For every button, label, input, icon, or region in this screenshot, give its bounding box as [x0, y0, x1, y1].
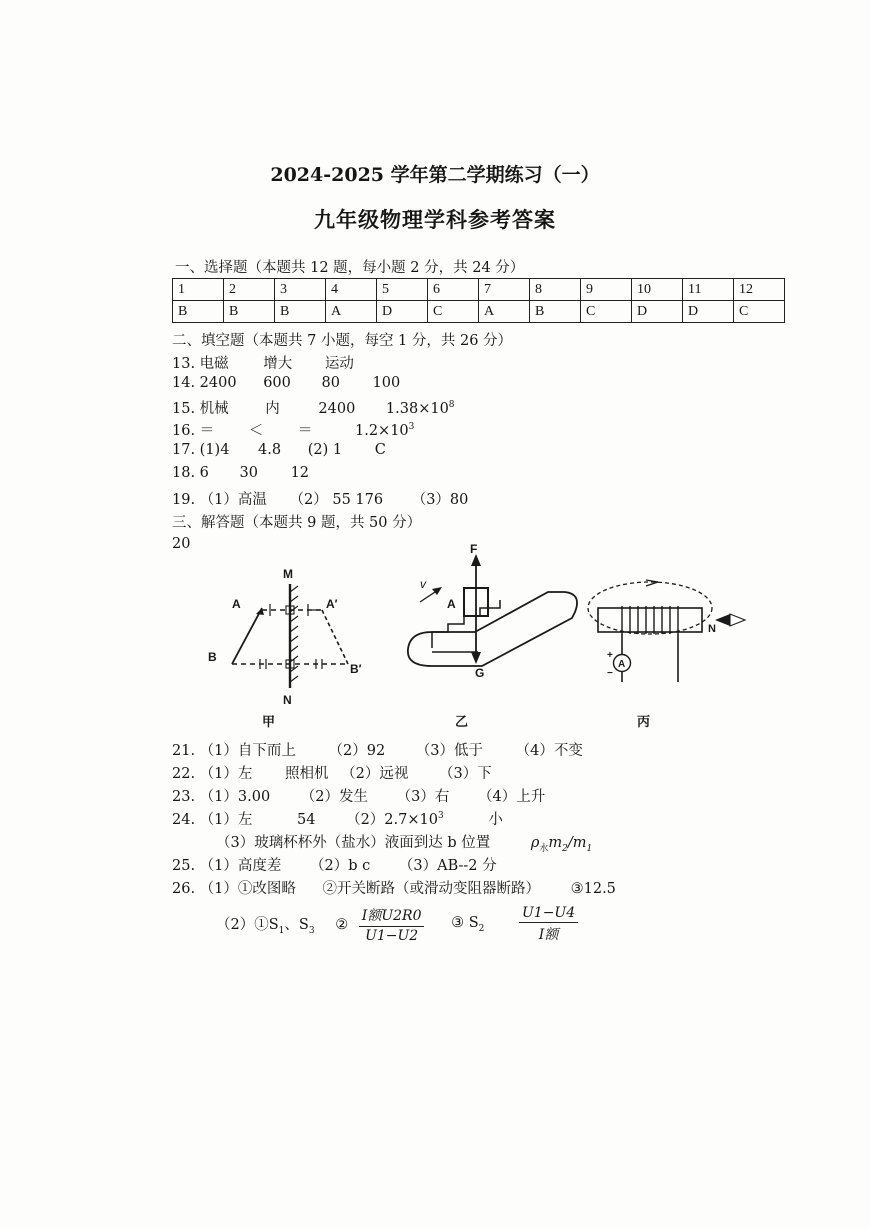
q20-diagrams [170, 540, 770, 740]
table-cell-number: 6 [428, 279, 479, 301]
q24-a3: $(2)2.7\times 10^3$ [346, 811, 444, 828]
arrow-G [471, 652, 481, 664]
object-AB [232, 608, 262, 664]
q19-a1: 19. （1）高温 [172, 492, 267, 508]
q17-line [172, 442, 386, 458]
table-row-numbers [173, 279, 785, 301]
diagram-bing [588, 580, 745, 682]
table-cell-answer: D [683, 301, 734, 323]
choice-answer-table [172, 278, 785, 323]
label-v: v [420, 577, 426, 591]
q23-line [172, 785, 545, 806]
label-G: G [475, 666, 485, 680]
q26b-fraction2 [519, 905, 578, 944]
label-F: F [470, 542, 478, 556]
caption-jia: 甲 [262, 715, 276, 730]
q23-a3: （3）右 [396, 789, 450, 805]
label-bing-N: N [708, 623, 716, 635]
q26b-fraction1 [359, 905, 425, 944]
table-cell-number: 12 [734, 279, 785, 301]
diagram-yi [408, 554, 577, 666]
q13-line [172, 352, 354, 373]
section3-heading: 三、解答题（本题共 9 题，共 50 分） [172, 515, 422, 531]
q26-a3: ③12.5 [570, 881, 616, 897]
label-M: M [283, 567, 293, 581]
compass-south [730, 614, 745, 626]
q22-a2: 照相机 [285, 766, 329, 782]
table-cell-number: 5 [377, 279, 428, 301]
q16-a4: $1.2\times 10^3$ [355, 422, 415, 439]
escalator-body [408, 592, 577, 666]
table-cell-number: 3 [275, 279, 326, 301]
q26-line [172, 877, 616, 898]
fraction2-denominator: I额 [538, 927, 559, 943]
q16-line [172, 419, 414, 440]
table-cell-answer: D [377, 301, 428, 323]
q26b-part1: $(2)①S_1$、$S_3$ [216, 917, 315, 936]
q17-a4: C [374, 442, 386, 458]
ammeter-A: A [618, 659, 626, 670]
q19-a2: （2） 55 176 [289, 492, 384, 508]
section2-heading: 二、填空题（本题共 7 小题，每空 1 分，共 26 分） [172, 333, 513, 349]
label-Aprime: A′ [326, 597, 338, 611]
q26-a2: ②开关断路（或滑动变阻器断路） [322, 881, 541, 897]
table-cell-number: 7 [479, 279, 530, 301]
q26b-line [216, 905, 578, 944]
label-N: N [283, 693, 292, 707]
q14-a2: 600 [263, 375, 291, 391]
q14-a1: 14. 2400 [172, 375, 237, 391]
page-subtitle: 九年级物理学科参考答案 [314, 207, 556, 232]
q25-a3: （3）AB--2 分 [398, 858, 497, 874]
q22-a4: （3）下 [438, 766, 492, 782]
caption-bing: 丙 [637, 715, 651, 730]
ammeter-plus: + [607, 650, 613, 661]
q25-line [172, 854, 497, 875]
q26b-circ2: ② [335, 916, 349, 933]
q15-a3: 2400 [318, 401, 356, 417]
q21-a4: （4）不变 [515, 743, 583, 759]
q24b-line [216, 831, 592, 854]
q15-line [172, 397, 455, 418]
q25-a2: （2）b c [310, 858, 371, 874]
q14-line [172, 375, 400, 391]
q21-a3: （3）低于 [415, 743, 484, 759]
table-cell-number: 9 [581, 279, 632, 301]
table-cell-answer: B [275, 301, 326, 323]
q21-line [172, 739, 583, 760]
q23-a2: （2）发生 [300, 789, 369, 805]
q15-a1: 15. 机械 [172, 401, 229, 417]
compass-north [715, 614, 730, 626]
q24-a2: 54 [297, 812, 316, 828]
q15-a2: 内 [265, 401, 280, 417]
page-title: 2024-2025 学年第二学期练习（一） [270, 164, 600, 186]
q24-line [172, 808, 503, 829]
q24-a1: 24. （1）左 [172, 812, 253, 828]
q23-a4: （4）上升 [477, 789, 546, 805]
q15-a4: $1.38\times 10^8$ [385, 400, 455, 417]
q22-a1: 22. （1）左 [172, 766, 253, 782]
image-AprimeBprime [322, 610, 348, 664]
q13-a3: 运动 [324, 356, 354, 372]
table-cell-answer: B [173, 301, 224, 323]
table-cell-answer: C [428, 301, 479, 323]
q17-a1: 17. (1)4 [172, 442, 230, 458]
q24b-text: （3）玻璃杯杯外（盐水）液面到达 b 位置 [216, 835, 491, 851]
caption-yi: 乙 [455, 715, 469, 730]
q23-a1: 23. （1）3.00 [172, 789, 271, 805]
q24b-formula: $\rho_水m_2/m_1$ [530, 835, 593, 854]
table-cell-answer: B [530, 301, 581, 323]
q18-a3: 12 [290, 465, 310, 481]
table-cell-answer: A [479, 301, 530, 323]
table-row-answers [173, 301, 785, 323]
fraction2-numerator: U1−U4 [519, 905, 578, 923]
q13-a1: 13. 电磁 [172, 356, 229, 372]
table-cell-answer: B [224, 301, 275, 323]
table-cell-answer: A [326, 301, 377, 323]
q19-a3: （3）80 [411, 492, 469, 508]
q17-a2: 4.8 [258, 442, 282, 458]
q14-a4: 100 [372, 375, 401, 391]
table-cell-number: 4 [326, 279, 377, 301]
q22-line [172, 762, 492, 783]
q25-a1: 25. （1）高度差 [172, 858, 282, 874]
q21-a1: 21. （1）自下而上 [172, 743, 296, 759]
q20-label: 20 [172, 536, 191, 552]
object-arrowhead [256, 608, 264, 615]
q22-a3: （2）远视 [341, 766, 409, 782]
table-cell-number: 10 [632, 279, 683, 301]
label-Bprime: B′ [350, 662, 362, 676]
q26b-circ3: ③ $S_2$ [451, 915, 485, 934]
section1-heading: 一、选择题（本题共 12 题，每小题 2 分，共 24 分） [175, 260, 525, 276]
label-box-A: A [447, 597, 456, 611]
table-cell-answer: C [581, 301, 632, 323]
q18-a1: 18. 6 [172, 465, 209, 481]
table-cell-number: 2 [224, 279, 275, 301]
q14-a3: 80 [321, 375, 340, 391]
coil-turns [622, 606, 678, 634]
table-cell-answer: C [734, 301, 785, 323]
q21-a2: （2）92 [328, 743, 386, 759]
label-A: A [232, 597, 241, 611]
label-B: B [208, 650, 217, 664]
q26-a1: 26. （1）①改图略 [172, 881, 296, 897]
q17-a3: (2) 1 [307, 442, 343, 458]
table-cell-number: 11 [683, 279, 734, 301]
ammeter-minus: − [607, 668, 613, 679]
fraction1-denominator: U1−U2 [365, 928, 419, 944]
q24-a4: 小 [488, 812, 503, 828]
q19-line [172, 488, 468, 509]
table-cell-answer: D [632, 301, 683, 323]
fraction1-numerator: I额U2R0 [359, 905, 425, 927]
q13-a2: 增大 [263, 356, 293, 372]
q16-a2: ＜ [248, 423, 264, 439]
q18-a2: 30 [239, 465, 258, 481]
table-cell-number: 1 [173, 279, 224, 301]
q16-a3: ＝ [297, 423, 313, 439]
q16-a1: 16. ＝ [172, 423, 215, 439]
table-cell-number: 8 [530, 279, 581, 301]
q18-line [172, 465, 309, 481]
